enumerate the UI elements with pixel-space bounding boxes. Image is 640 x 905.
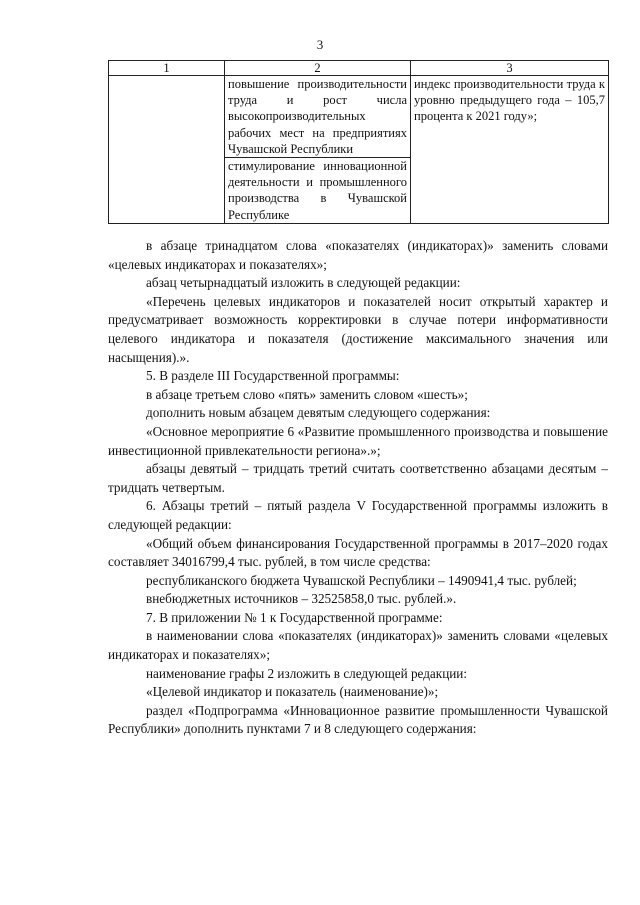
table-cell: индекс производительности труда к уровню предыдущего года – 105,7 процента к 2021 году»;	[411, 76, 609, 224]
paragraph: внебюджетных источников – 32525858,0 тыс. рублей.».	[146, 591, 457, 607]
table-row	[109, 76, 609, 158]
table-header-cell: 3	[411, 61, 609, 76]
paragraph: абзацы девятый – тридцать третий считать соответственно абзацами десятым – тридцать четвертым.	[108, 461, 608, 495]
indicators-table	[108, 60, 609, 224]
paragraph: в абзаце третьем слово «пять» заменить словом «шесть»;	[146, 386, 468, 402]
paragraph: 6. Абзацы третий – пятый раздела V Государственной программы изложить в следующей редакции:	[108, 498, 608, 532]
paragraph: в абзаце тринадцатом слова «показателях (индикаторах)» заменить словами «целевых индикаторах и показателях»;	[108, 238, 608, 272]
paragraph: наименование графы 2 изложить в следующей редакции:	[146, 665, 468, 681]
document-body	[108, 237, 608, 739]
table-cell: повышение производительности труда и рост числа высокопроизводительных рабочих мест на предприятиях Чувашской Республики	[225, 76, 411, 158]
paragraph: «Перечень целевых индикаторов и показателей носит открытый характер и предусматривает возможность корректировки в случае потери информативности целевого индикатора и показателя (достижение максимального значения или насыщения).».	[108, 293, 608, 365]
table-cell	[109, 76, 225, 224]
table-cell: стимулирование инновационной деятельности и промышленного производства в Чувашской Республике	[225, 158, 411, 224]
page-number: 3	[316, 37, 324, 52]
table-header-cell: 2	[225, 61, 411, 76]
paragraph: 7. В приложении № 1 к Государственной программе:	[146, 609, 443, 625]
paragraph: дополнить новым абзацем девятым следующего содержания:	[146, 405, 491, 421]
paragraph: в наименовании слова «показателях (индикаторах)» заменить словами «целевых индикаторах и показателях»;	[108, 628, 608, 663]
paragraph: «Целевой индикатор и показатель (наименование)»;	[146, 684, 439, 700]
paragraph: республиканского бюджета Чувашской Республики – 1490941,4 тыс. рублей;	[146, 572, 577, 588]
table-header-row	[109, 61, 609, 76]
table-header-cell: 1	[109, 61, 225, 76]
paragraph: абзац четырнадцатый изложить в следующей редакции:	[146, 275, 461, 291]
paragraph: «Основное мероприятие 6 «Развитие промышленного производства и повышение инвестиционной привлекательности региона».»;	[108, 423, 608, 458]
paragraph: раздел «Подпрограмма «Инновационное развитие промышленности Чувашской Республики» дополнить пунктами 7 и 8 следующего содержания:	[108, 702, 608, 737]
paragraph: «Общий объем финансирования Государственной программы в 2017–2020 годах составляет 34016799,4 тыс. рублей, в том числе средства:	[108, 535, 608, 570]
paragraph: 5. В разделе III Государственной программы:	[146, 368, 400, 384]
